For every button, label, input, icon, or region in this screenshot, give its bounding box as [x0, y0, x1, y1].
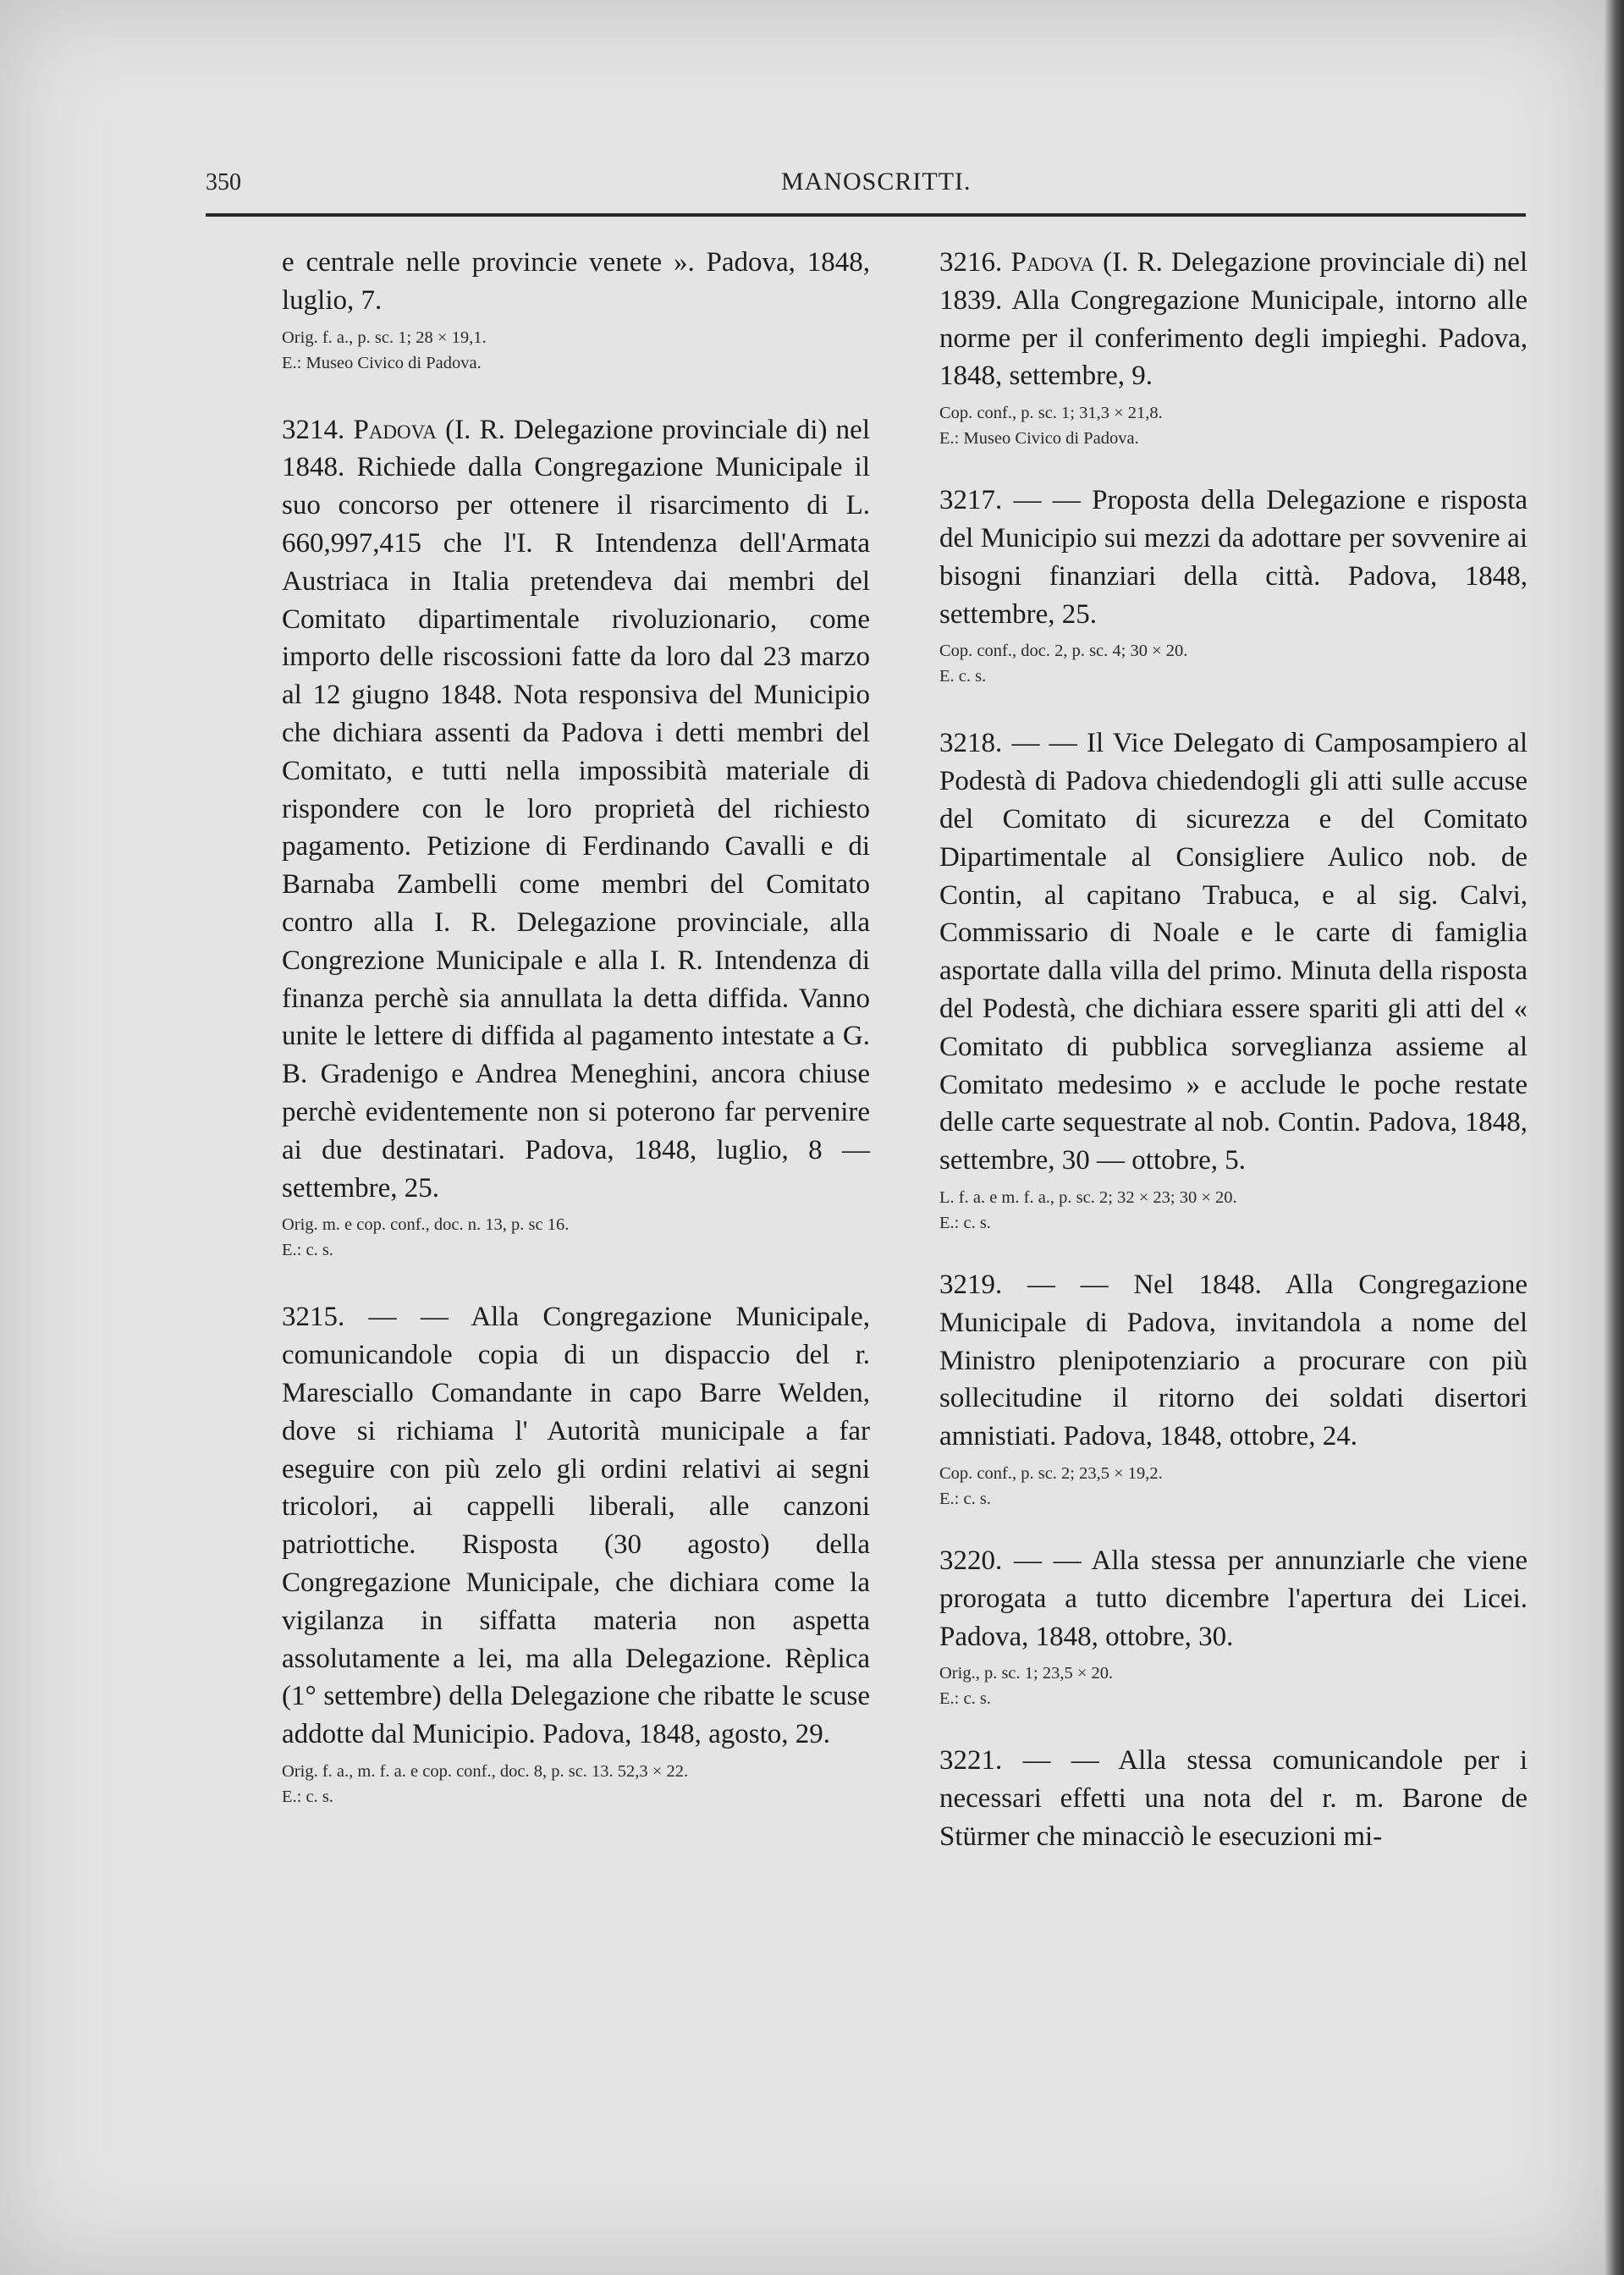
entry-number: 3220. [939, 1545, 1003, 1576]
entry-3218 [939, 724, 1528, 1236]
entry-note: L. f. a. e m. f. a., p. sc. 2; 32 × 23; 30 × 20. E.: c. s. [939, 1187, 1237, 1232]
entry-lead: — — [368, 1302, 449, 1333]
entry-3221 [939, 1742, 1528, 1855]
entry-number: 3219. [939, 1269, 1003, 1300]
entry-note: Orig. f. a., m. f. a. e cop. conf., doc. 8, p. sc. 13. 52,3 × 22. E.: c. s. [282, 1761, 689, 1806]
entry-note: Cop. conf., p. sc. 2; 23,5 × 19,2. E.: c. s. [939, 1463, 1163, 1508]
entry-lead: — — [1013, 485, 1081, 516]
right-column [939, 244, 1528, 1856]
entry-text: Proposta della Delegazione e risposta del Municipio sui mezzi da adottare per sovvenire ai bisogni finanziari della città. Padova, 1848, settembre, 25. [939, 485, 1528, 630]
continuation-entry [282, 244, 870, 376]
entry-3219 [939, 1266, 1528, 1512]
left-column [282, 244, 870, 1810]
entry-note: Cop. conf., doc. 2, p. sc. 4; 30 × 20. E. c. s. [939, 642, 1188, 686]
entry-text: Il Vice Delegato di Camposampiero al Podestà di Padova chiedendogli gli atti sulle accuse del Comitato di sicurezza e del Comitato Dipartimentale al Consigliere Aulico nob. de Contin, al capitano Trabuca, e al sig. Calvi, Commissario di Noale e le carte di famiglia asportate dalla villa del primo. Minuta della risposta del Podestà, che dichiara essere spariti gli atti del « Comitato di pubblica sorveglianza assieme al Comitato medesimo » e acclude le poche restate delle carte sequestrate al nob. Contin. Padova, 1848, settembre, 30 — ottobre, 5. [939, 728, 1528, 1176]
page-header [206, 161, 1526, 212]
entry-note: Cop. conf., p. sc. 1; 31,3 × 21,8. E.: Museo Civico di Padova. [939, 404, 1163, 449]
page-number: 350 [206, 169, 241, 196]
entry-text: Nel 1848. Alla Congregazione Municipale di Padova, invitandola a nome del Ministro plenipotenziario a procurare con più sollecitudine il ritorno dei soldati disertori amnistiati. Padova, 1848, ottobre, 24. [939, 1269, 1528, 1452]
entry-text: (I. R. Delegazione provinciale di) nel 1848. Richiede dalla Congregazione Municipale il suo concorso per ottenere il risarcimento di L. 660,997,415 che l'I. R Intendenza dell'Armata Austriaca in Italia pretendeva dai membri del Comitato dipartimentale rivoluzionario, come importo delle riscossioni fatte da loro dal 23 marzo al 12 giugno 1848. Nota responsiva del Municipio che dichiara assenti da Padova i detti membri del Comitato, e tutti nella impossibità materiale di rispondere con le loro proprietà del richiesto pagamento. Petizione di Ferdinando Cavalli e di Barnaba Zambelli come membri del Comitato contro alla I. R. Delegazione provinciale, alla Congrezione Municipale e alla I. R. Intendenza di finanza perchè sia annullata la detta diffida. Vanno unite le lettere di diffida al pagamento intestate a G. B. Gradenigo e Andrea Meneghini, ancora chiuse perchè evidentemente non si poterono far pervenire ai due destinatari. Padova, 1848, luglio, 8 — settembre, 25. [282, 414, 870, 1204]
entry-body [939, 1742, 1528, 1855]
entry-body [939, 1266, 1528, 1456]
entry-3216 [939, 244, 1528, 451]
entry-number: 3214. [282, 414, 345, 445]
entry-3217 [939, 482, 1528, 689]
entry-lead: — — [1027, 1269, 1109, 1300]
entry-lead: — — [1013, 1545, 1082, 1576]
entry-text: Alla stessa comunicandole per i necessari effetti una nota del r. m. Barone de Stürmer che minacciò le esecuzioni mi- [939, 1745, 1528, 1852]
entry-number: 3217. [939, 485, 1003, 516]
entry-text: Alla Congregazione Municipale, comunicandole copia di un dispaccio del r. Maresciallo Comandante in capo Barre Welden, dove si richiama l' Autorità municipale a far eseguire con più zelo gli ordini relativi ai segni tricolori, ai cappelli liberali, alle canzoni patriottiche. Risposta (30 agosto) della Congregazione Municipale, che dichiara come la vigilanza in siffatta materia non aspetta assolutamente a lei, ma alla Delegazione. Rèplica (1° settembre) della Delegazione che ribatte le scuse addotte dal Municipio. Padova, 1848, agosto, 29. [282, 1302, 870, 1750]
running-title: MANOSCRITTI. [781, 168, 972, 196]
entry-lead: — — [1011, 728, 1077, 759]
entry-text: Alla stessa per annunziarle che viene prorogata a tutto dicembre l'apertura dei Licei. Padova, 1848, ottobre, 30. [939, 1545, 1528, 1652]
entry-body [282, 1298, 870, 1754]
entry-body [282, 411, 870, 1208]
entry-3214 [282, 411, 870, 1264]
entry-3215 [282, 1298, 870, 1810]
entry-number: 3215. [282, 1302, 345, 1333]
entry-note: Orig. m. e cop. conf., doc. n. 13, p. sc 16. E.: c. s. [282, 1215, 570, 1260]
entry-number: 3221. [939, 1745, 1003, 1776]
entry-number: 3216. [939, 247, 1003, 278]
entry-body [939, 1542, 1528, 1655]
entry-3220 [939, 1542, 1528, 1711]
entry-body [939, 244, 1528, 395]
header-rule [206, 213, 1526, 217]
entry-note: Orig., p. sc. 1; 23,5 × 20. E.: c. s. [939, 1664, 1114, 1709]
continuation-note: Orig. f. a., p. sc. 1; 28 × 19,1. E.: Museo Civico di Padova. [282, 328, 487, 372]
entry-body [939, 482, 1528, 633]
entry-text: (I. R. Delegazione provinciale di) nel 1839. Alla Congregazione Municipale, intorno alle norme per il conferimento degli impieghi. Padova, 1848, settembre, 9. [939, 247, 1528, 392]
entry-lead: Padova [1010, 247, 1094, 278]
entry-body [939, 724, 1528, 1180]
continuation-text: e centrale nelle provincie venete ». Padova, 1848, luglio, 7. [282, 247, 870, 316]
entry-lead: — — [1022, 1745, 1099, 1776]
page-edge-shadow [1604, 0, 1624, 2275]
entry-number: 3218. [939, 728, 1003, 759]
entry-lead: Padova [353, 414, 437, 445]
